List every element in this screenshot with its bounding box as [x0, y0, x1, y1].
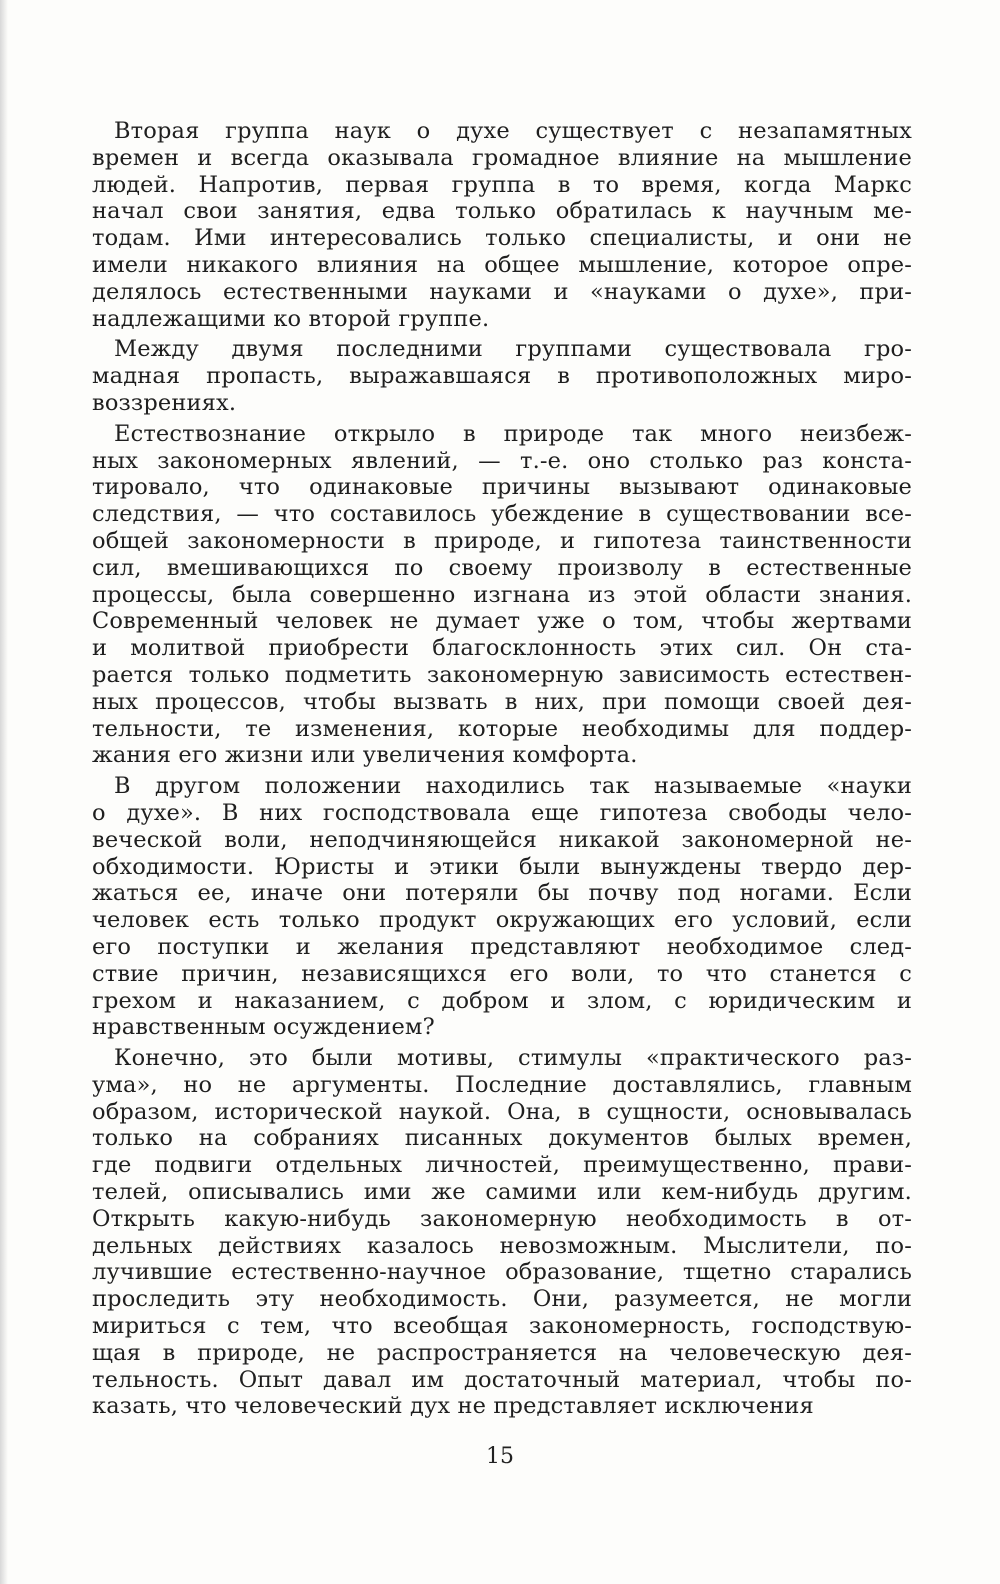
text-line: мириться с тем, что всеобщая закономерность, господствую- [92, 1313, 912, 1340]
text-line: надлежащими ко второй группе. [92, 305, 490, 332]
text-line: Между двумя последними группами существовала гро- [114, 336, 912, 363]
text-line: только на собраниях писанных документов былых времен, [92, 1125, 912, 1152]
text-line: времен и всегда оказывала громадное влияние на мышление [92, 144, 912, 171]
text-line: имели никакого влияния на общее мышление, которое опре- [92, 251, 912, 278]
paragraph [92, 421, 912, 769]
page-number: 15 [486, 1444, 514, 1469]
text-line: тельности, те изменения, которые необходимы для поддер- [92, 715, 912, 742]
text-line: лучившие естественно-научное образование, тщетно старались [92, 1259, 912, 1286]
text-line: Открыть какую-нибудь закономерную необходимость в от- [92, 1205, 912, 1232]
text-line: жания его жизни или увеличения комфорта. [92, 742, 638, 769]
text-line: сил, вмешивающихся по своему произволу в естественные [92, 554, 912, 581]
text-line: тельность. Опыт давал им достаточный материал, чтобы по- [92, 1366, 912, 1393]
text-line: где подвиги отдельных личностей, преимущественно, прави- [92, 1152, 912, 1179]
text-line: дельных действиях казалось невозможным. Мыслители, по- [92, 1232, 912, 1259]
text-line: начал свои занятия, едва только обратилась к научным ме- [92, 198, 912, 225]
text-line: телей, описывались ими же самими или кем-нибудь другим. [92, 1179, 912, 1206]
text-line: следствия, — что составилось убеждение в существовании все- [92, 501, 912, 528]
text-line: ных процессов, чтобы вызвать в них, при помощи своей дея- [92, 688, 912, 715]
paragraph [92, 773, 912, 1041]
text-line: Вторая группа наук о духе существует с незапамятных [114, 118, 912, 144]
text-line: людей. Напротив, первая группа в то время, когда Маркс [92, 171, 912, 198]
text-line: щая в природе, не распространяется на человеческую дея- [92, 1339, 912, 1366]
text-line: ума», но не аргументы. Последние доставлялись, главным [92, 1071, 912, 1098]
paragraph [92, 118, 912, 332]
text-line: грехом и наказанием, с добром и злом, с юридическим и [92, 987, 912, 1014]
text-line: делялось естественными науками и «науками о духе», при- [92, 278, 912, 305]
text-line: нравственным осуждением? [92, 1014, 435, 1041]
text-line: казать, что человеческий дух не представляет исключения [92, 1393, 814, 1420]
text-line: человек есть только продукт окружающих его условий, если [92, 907, 912, 934]
text-line: процессы, была совершенно изгнана из этой области знания. [92, 581, 912, 608]
text-line: тировало, что одинаковые причины вызывают одинаковые [92, 474, 912, 501]
text-line: ствие причин, независящихся его воли, то что станется с [92, 960, 912, 987]
text-line: тодам. Ими интересовались только специалисты, и они не [92, 225, 912, 252]
text-line: проследить эту необходимость. Они, разумеется, не могли [92, 1286, 912, 1313]
body-text [92, 118, 912, 1424]
text-line: обходимости. Юристы и этики были вынуждены твердо дер- [92, 853, 912, 880]
text-line: ных закономерных явлений, — т.-е. оно столько раз конста- [92, 447, 912, 474]
text-line: его поступки и желания представляют необходимое след- [92, 933, 912, 960]
paragraph [92, 1045, 912, 1420]
text-line: рается только подметить закономерную зависимость естествен- [92, 661, 912, 688]
text-line: Конечно, это были мотивы, стимулы «практического раз- [114, 1045, 912, 1072]
text-line: общей закономерности в природе, и гипотеза таинственности [92, 527, 912, 554]
text-line: образом, исторической наукой. Она, в сущности, основывалась [92, 1098, 912, 1125]
text-line: жаться ее, иначе они потеряли бы почву под ногами. Если [92, 880, 912, 907]
text-line: веческой воли, неподчиняющейся никакой закономерной не- [92, 826, 912, 853]
paragraph [92, 336, 912, 416]
text-line: Естествознание открыло в природе так много неизбеж- [114, 420, 912, 447]
page-edge-shadow [0, 0, 8, 1584]
text-line: Современный человек не думает уже о том, чтобы жертвами [92, 608, 912, 635]
text-line: мадная пропасть, выражавшаяся в противоположных миро- [92, 363, 912, 390]
text-line: воззрениях. [92, 389, 237, 416]
text-line: о духе». В них господствовала еще гипотеза свободы чело- [92, 799, 912, 826]
text-line: и молитвой приобрести благосклонность этих сил. Он ста- [92, 635, 912, 662]
text-line: В другом положении находились так называемые «науки [114, 773, 912, 800]
